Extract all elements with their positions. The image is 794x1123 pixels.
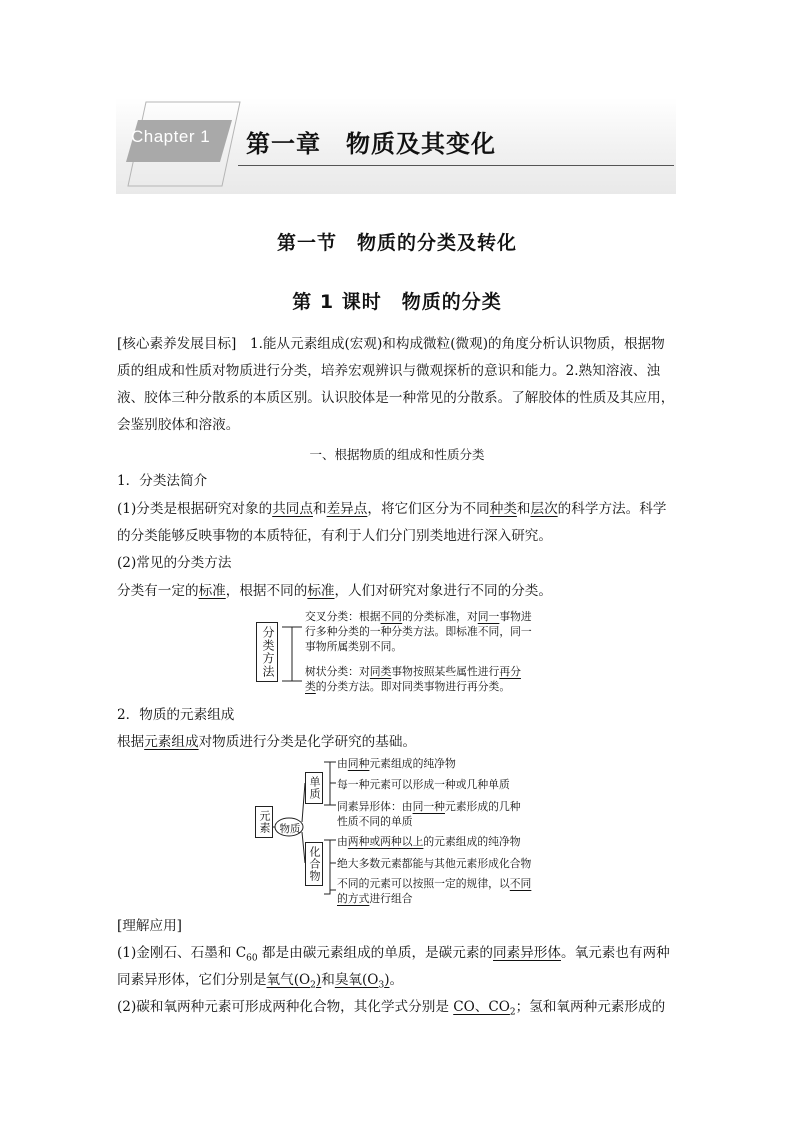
blank-answer: 标准	[198, 583, 226, 599]
blank-answer: 元素组成	[144, 734, 199, 750]
blank-answer: 不同	[380, 610, 403, 623]
text: CO、CO	[453, 999, 510, 1015]
text: 。氧元素也有两种	[560, 945, 670, 961]
blank-answer: 同素异形体	[493, 945, 561, 961]
goals-text: 1.能从元素组成(宏观)和构成微粒(微观)的角度分析认识物质，根据物质的组成和性质对物质进行分类，培养宏观辨识与微观探析的意识和能力。2.熟知溶液、浊液、胶体三种分散系的本质区别。认识胶体是一种常见的分散系。了解胶体的性质及其应用，会鉴别胶体和溶液。	[117, 336, 675, 433]
text: ，人们对研究对象进行不同的分类。	[334, 583, 552, 599]
banner-divider	[238, 165, 674, 166]
blank-answer: 的方式	[337, 892, 370, 905]
text: 对物质进行分类是化学研究的基础。	[198, 734, 417, 750]
goals-paragraph	[117, 331, 677, 439]
diagram2-simple-box: 单质	[305, 772, 323, 804]
diagram2-compound-item3	[337, 876, 531, 891]
diagram1-cross-line3: 事物所属类别不同。	[305, 640, 403, 653]
blank-answer: 类	[305, 680, 316, 693]
diagram2-simple-item2: 每一种元素可以形成一种或几种单质	[337, 778, 510, 791]
text: ，将它们区分为不同	[367, 501, 490, 517]
chapter-title: 第一章 物质及其变化	[246, 130, 496, 158]
text: )	[315, 972, 322, 988]
text: 分类有一定的	[117, 583, 199, 599]
diagram1-root: 分类方法	[256, 622, 278, 682]
diagram2-simple-item3	[337, 799, 521, 814]
blank-answer: 两种或两种以上	[347, 835, 424, 848]
diagram2-compound-item3b	[337, 891, 413, 906]
text: 氧气(O	[266, 972, 311, 988]
text: 和	[312, 501, 327, 517]
text: ，根据不同的	[225, 583, 308, 599]
blank-answer: 共同点	[272, 501, 313, 517]
text: 由	[337, 757, 348, 770]
blank-answer: 差异点	[326, 501, 368, 517]
text: 事物进	[499, 610, 532, 623]
apply-q1	[117, 941, 670, 964]
blank-answer	[266, 972, 322, 991]
text: 的分类标准，对	[402, 610, 478, 623]
diagram2-simple-item3b: 性质不同的单质	[337, 815, 413, 828]
text: 事物按照某些属性进行	[391, 665, 500, 678]
diagram1-tree-line1	[305, 664, 521, 679]
s1-subheading-2: (2)常见的分类方法	[117, 555, 232, 571]
subscript: 2	[310, 980, 316, 991]
blank-answer: 同种	[347, 757, 370, 770]
text: 都是由碳元素组成的单质，是碳元素的	[257, 945, 494, 961]
s2-paragraph	[117, 730, 416, 750]
text: 同素异形体：由	[337, 800, 413, 813]
diagram2-substance: 物质	[279, 823, 301, 835]
text: 的科学方法。科学	[557, 501, 667, 517]
text: (1)分类是根据研究对象的	[117, 501, 273, 517]
text: 和	[321, 972, 335, 988]
text: 不同的元素可以按照一定的规律，以	[337, 877, 510, 890]
s1-paragraph-2	[117, 579, 552, 599]
s1-paragraph-1	[117, 497, 666, 517]
text: 元素组成的纯净物	[369, 757, 456, 770]
subscript: 3	[378, 980, 385, 991]
subscript: 60	[246, 953, 258, 964]
blank-answer: 层次	[530, 501, 558, 517]
text: 元素形成的几种	[444, 800, 521, 813]
goals-label: [核心素养发展目标]	[117, 336, 237, 352]
text: 和	[516, 501, 531, 517]
text: 进行组合	[369, 892, 413, 905]
blank-answer: 不同	[509, 877, 532, 890]
blank-answer: 标准	[307, 583, 335, 599]
apply-title: [理解应用]	[117, 918, 182, 934]
heading-classification: 一、根据物质的组成和性质分类	[309, 447, 485, 462]
blank-answer: 再分	[499, 665, 521, 678]
diagram2-compound-box: 化合物	[305, 842, 323, 886]
blank-answer: 种类	[489, 501, 517, 517]
diagram2-element-box: 元素	[255, 806, 273, 838]
text: (1)金刚石、石墨和 C	[117, 945, 247, 961]
diagram1-cross-line1	[305, 609, 532, 624]
text: 臭氧(O	[334, 972, 379, 988]
blank-answer: 同一种	[412, 800, 445, 813]
text: 交叉分类：根据	[305, 610, 381, 623]
text: ；氢和氧两种元素形成的	[515, 999, 666, 1015]
text: 。	[389, 972, 404, 988]
diagram1-tree-line2	[305, 679, 510, 694]
section-title: 第一节 物质的分类及转化	[276, 232, 517, 254]
text: 的元素组成的纯净物	[423, 835, 521, 848]
text: 根据	[117, 734, 145, 750]
s2-title: 2．物质的元素组成	[117, 707, 235, 723]
text: 树状分类：对	[305, 665, 370, 678]
apply-q1b	[117, 968, 403, 991]
diagram2-compound-item1	[337, 834, 521, 849]
diagram2-compound-item2: 绝大多数元素都能与其他元素形成化合物	[337, 857, 532, 870]
apply-q2	[117, 995, 665, 1018]
s1-title: 1．分类法简介	[117, 473, 208, 489]
text: )	[384, 972, 390, 988]
blank-answer: 同类	[369, 665, 392, 678]
blank-answer: 同一	[477, 610, 500, 623]
subscript: 2	[509, 1007, 516, 1018]
text: 的分类方法。即对同类事物进行再分类。	[315, 680, 511, 693]
blank-answer	[453, 999, 516, 1018]
text: 由	[337, 835, 348, 848]
diagram2-simple-item1	[337, 756, 456, 771]
text: (2)碳和氧两种元素可形成两种化合物，其化学式分别是	[117, 999, 454, 1015]
text: 同素异形体，它们分别是	[117, 972, 267, 988]
blank-answer	[334, 972, 390, 991]
lesson-title: 第 1 课时 物质的分类	[292, 291, 502, 313]
chapter-tag: Chapter 1	[131, 127, 211, 146]
diagram1-cross-line2: 行多种分类的一种分类方法。即标准不同，同一	[305, 625, 532, 638]
s1-paragraph-1b: 的分类能够反映事物的本质特征，有利于人们分门别类地进行深入研究。	[117, 528, 552, 544]
